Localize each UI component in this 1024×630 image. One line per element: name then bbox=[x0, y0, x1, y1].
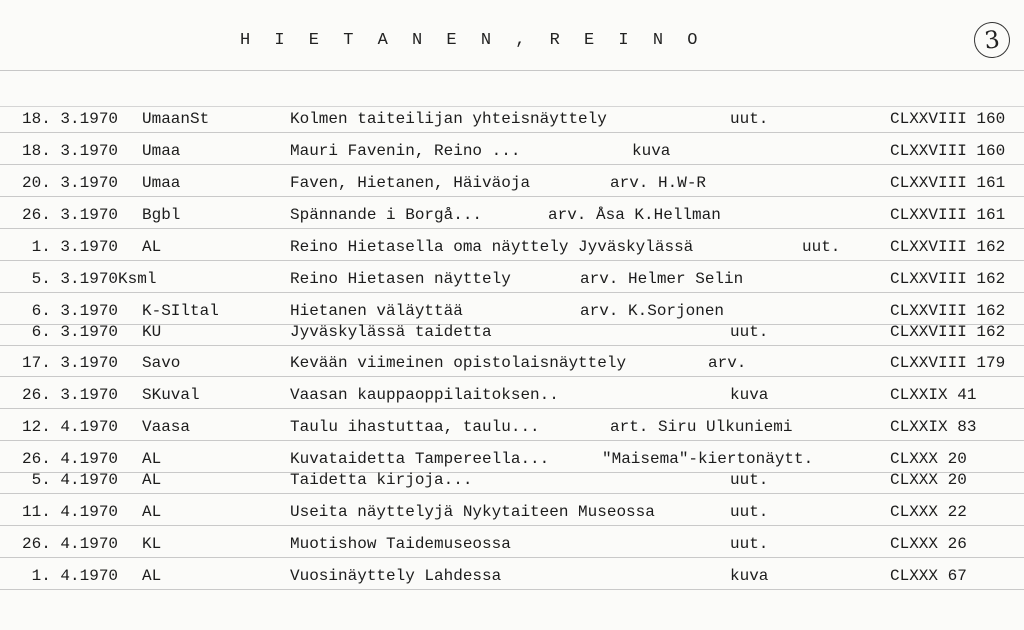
entry-source: Bgbl bbox=[142, 206, 181, 224]
entry-note: "Maisema"-kiertonäytt. bbox=[602, 450, 814, 468]
entry-source: Savo bbox=[142, 354, 181, 372]
table-row bbox=[0, 415, 1024, 441]
entry-date: 12. 4.1970 bbox=[22, 418, 119, 436]
table-row bbox=[0, 468, 1024, 494]
entry-title: Muotishow Taidemuseossa bbox=[290, 535, 511, 553]
entry-title: Useita näyttelyjä Nykytaiteen Museossa bbox=[290, 503, 655, 521]
entry-reference: CLXXX 22 bbox=[890, 503, 967, 521]
entry-date: 6. 3.1970 bbox=[22, 302, 119, 320]
entry-source: UmaanSt bbox=[142, 110, 210, 128]
entry-note: art. Siru Ulkuniemi bbox=[610, 418, 793, 436]
entry-title: Vuosinäyttely Lahdessa bbox=[290, 567, 502, 585]
table-row bbox=[0, 532, 1024, 558]
entry-reference: CLXXIX 83 bbox=[890, 418, 977, 436]
entry-note: kuva bbox=[730, 567, 769, 585]
table-row bbox=[0, 383, 1024, 409]
entry-reference: CLXXX 26 bbox=[890, 535, 967, 553]
entry-source: AL bbox=[142, 503, 162, 521]
entry-reference: CLXXX 20 bbox=[890, 471, 967, 489]
entry-source: SKuval bbox=[142, 386, 200, 404]
entry-title: Jyväskylässä taidetta bbox=[290, 323, 492, 341]
entry-date: 26. 3.1970 bbox=[22, 206, 119, 224]
table-row bbox=[0, 320, 1024, 346]
entry-title: Taulu ihastuttaa, taulu... bbox=[290, 418, 540, 436]
entry-note: uut. bbox=[730, 323, 769, 341]
entry-note: arv. K.Sorjonen bbox=[580, 302, 725, 320]
entry-note: kuva bbox=[632, 142, 671, 160]
entry-date: 5. 3.1970Ksml bbox=[22, 270, 157, 288]
entry-note: arv. bbox=[708, 354, 747, 372]
entry-reference: CLXXVIII 162 bbox=[890, 323, 1006, 341]
entry-date: 5. 4.1970 bbox=[22, 471, 119, 489]
card-number-circled: 3 bbox=[972, 20, 1012, 60]
entry-note: kuva bbox=[730, 386, 769, 404]
entry-reference: CLXXX 20 bbox=[890, 450, 967, 468]
entry-title: Mauri Favenin, Reino ... bbox=[290, 142, 521, 160]
entry-source: AL bbox=[142, 450, 162, 468]
entry-source: Vaasa bbox=[142, 418, 191, 436]
table-row bbox=[0, 500, 1024, 526]
entry-date: 18. 3.1970 bbox=[22, 110, 119, 128]
entry-source: KU bbox=[142, 323, 162, 341]
entry-title: Reino Hietasella oma näyttely Jyväskylässä bbox=[290, 238, 694, 256]
entry-title: Reino Hietasen näyttely bbox=[290, 270, 511, 288]
table-row bbox=[0, 351, 1024, 377]
entry-date: 26. 4.1970 bbox=[22, 450, 119, 468]
card-name: H I E T A N E N , R E I N O bbox=[240, 31, 705, 50]
entry-title: Taidetta kirjoja... bbox=[290, 471, 473, 489]
table-row bbox=[0, 267, 1024, 293]
entry-reference: CLXXX 67 bbox=[890, 567, 967, 585]
entry-date: 26. 4.1970 bbox=[22, 535, 119, 553]
table-row bbox=[0, 139, 1024, 165]
entry-title: Spännande i Borgå... bbox=[290, 206, 483, 224]
entry-date: 26. 3.1970 bbox=[22, 386, 119, 404]
entry-title: Kuvataidetta Tampereella... bbox=[290, 450, 550, 468]
entry-reference: CLXXVIII 161 bbox=[890, 206, 1006, 224]
entry-reference: CLXXVIII 179 bbox=[890, 354, 1006, 372]
entry-reference: CLXXVIII 160 bbox=[890, 142, 1006, 160]
entry-source: AL bbox=[142, 238, 162, 256]
header-divider bbox=[0, 70, 1024, 71]
entry-date: 1. 4.1970 bbox=[22, 567, 119, 585]
table-row bbox=[0, 107, 1024, 133]
entry-source: AL bbox=[142, 567, 162, 585]
table-row bbox=[0, 171, 1024, 197]
entry-reference: CLXXIX 41 bbox=[890, 386, 977, 404]
entry-reference: CLXXVIII 162 bbox=[890, 270, 1006, 288]
entry-title: Vaasan kauppaoppilaitoksen.. bbox=[290, 386, 559, 404]
entry-date: 11. 4.1970 bbox=[22, 503, 119, 521]
entry-title: Kevään viimeinen opistolaisnäyttely bbox=[290, 354, 627, 372]
entry-note: uut. bbox=[730, 503, 769, 521]
entry-reference: CLXXVIII 161 bbox=[890, 174, 1006, 192]
entry-date: 17. 3.1970 bbox=[22, 354, 119, 372]
entry-title: Kolmen taiteilijan yhteisnäyttely bbox=[290, 110, 607, 128]
entry-source: Umaa bbox=[142, 174, 181, 192]
entry-source: K-SIltal bbox=[142, 302, 219, 320]
entry-note: uut. bbox=[730, 471, 769, 489]
entry-source: KL bbox=[142, 535, 162, 553]
entry-note: uut. bbox=[730, 535, 769, 553]
entry-note: arv. Helmer Selin bbox=[580, 270, 744, 288]
entry-reference: CLXXVIII 162 bbox=[890, 238, 1006, 256]
table-row bbox=[0, 564, 1024, 590]
entry-date: 18. 3.1970 bbox=[22, 142, 119, 160]
entry-title: Faven, Hietanen, Häiväoja bbox=[290, 174, 531, 192]
entry-reference: CLXXVIII 160 bbox=[890, 110, 1006, 128]
entry-note: uut. bbox=[802, 238, 841, 256]
entry-reference: CLXXVIII 162 bbox=[890, 302, 1006, 320]
entry-note: uut. bbox=[730, 110, 769, 128]
entry-note: arv. Åsa K.Hellman bbox=[548, 206, 721, 224]
entry-source: Umaa bbox=[142, 142, 181, 160]
table-row bbox=[0, 203, 1024, 229]
entry-date: 1. 3.1970 bbox=[22, 238, 119, 256]
entry-title: Hietanen väläyttää bbox=[290, 302, 463, 320]
entry-note: arv. H.W-R bbox=[610, 174, 707, 192]
entry-date: 20. 3.1970 bbox=[22, 174, 119, 192]
table-row bbox=[0, 235, 1024, 261]
entry-date: 6. 3.1970 bbox=[22, 323, 119, 341]
entry-source: AL bbox=[142, 471, 162, 489]
